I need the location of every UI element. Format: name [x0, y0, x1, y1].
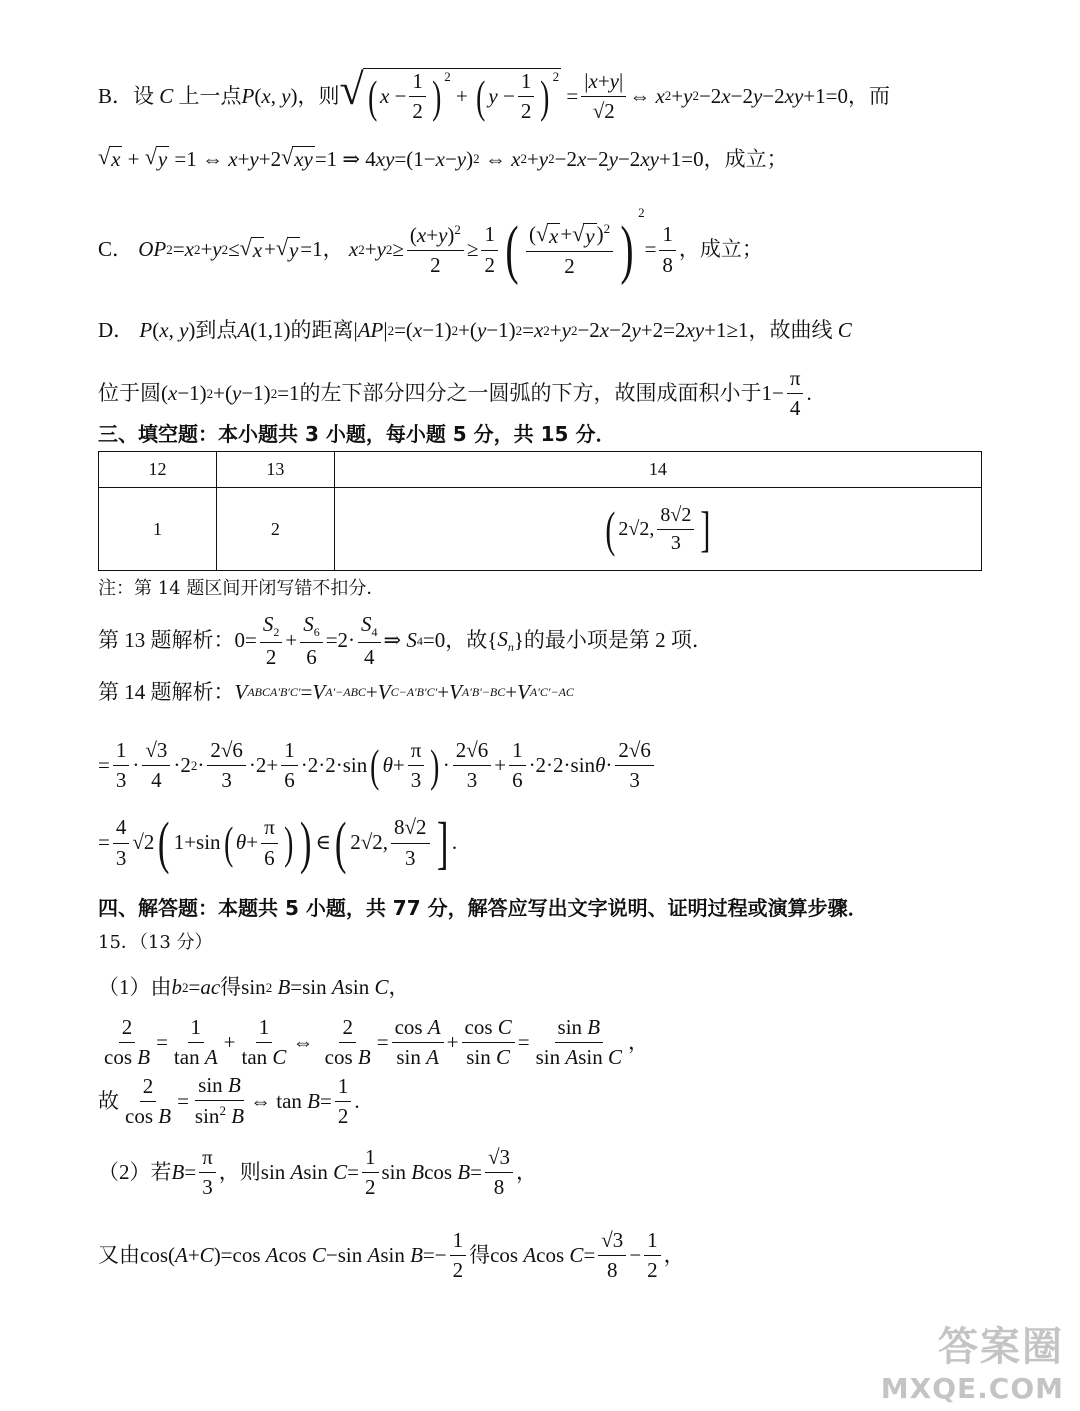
table-header-14: 14 [334, 452, 981, 488]
note-q14: 注：第 14 题区间开闭写错不扣分． [98, 578, 385, 599]
q15-part1: （1）由 b 2 = ac 得 sin 2 B =sin A sin C ， [98, 975, 410, 999]
q14-step1: = $\frac{1}{3}$ · $\frac{√3}{4}$ ·2 2 · $\frac{2√6}{3}$ ·2+ $\frac{1}{6}$ ·2·2·sin ( θ + $\frac{\pi}{3}$ ) · $\frac{2√6}{3}$ + $\frac{1}{6}$ ·2·2·sin θ · $\frac{2√6}{3}$ [98, 738, 984, 793]
solve-heading: 四、解答题：本题共 5 小题，共 77 分，解答应写出文字说明、证明过程或演算步骤． [98, 896, 868, 920]
option-d-line2: 位于圆 ( x −1) 2 +( y −1) 2 =1 的左下部分四分之一圆弧的下方，故围成面积小于 1− $\frac{\pi}{4}$ . [98, 366, 812, 421]
sqrt-expression: √ ( x − $\frac{1}{2}$ ) $^2$ + ( y − $\frac{1}{2}$ ) $^2$ [339, 65, 560, 124]
table-header-13: 13 [216, 452, 334, 488]
option-d-line1: D． P ( x , y ) 到点 A (1,1) 的距离 | AP | 2 =( x −1) 2 +( y −1) 2 = x 2 + y 2 −2 x −2 y +2=2 xy +1≥1 ，故曲线 C [98, 318, 852, 342]
option-d-label: D． [98, 318, 135, 342]
table-header-row [99, 452, 982, 488]
q14-analysis: 第 14 题解析： V ABCA′B′C′ = V A′−ABC + V C−A′B′C′ + V A′B′−BC + V A′C′−AC [98, 680, 574, 704]
q15-again: 又由 cos( A + C )=cos A cos C −sin A sin B =− $\frac{1}{2}$ 得 cos A cos C = $\frac{√3}{8}$ − $\frac{1}{2}$ ， [98, 1228, 685, 1283]
option-b-prefix: B．设 [98, 83, 155, 108]
answer-table [98, 451, 982, 571]
q15-equation: $\frac{2}{\text{cos B}}$ = $\frac{1}{\text{tan A}}$ + $\frac{1}{\text{tan C}}$ ⇔ $\frac{2}{\text{cos B}}$ = $\frac{\text{cos A}}{\text{sin A}}$ + $\frac{\text{cos C}}{\text{sin C}}$ = $\frac{\text{sin B}}{\text{sin Asin C}}$ ， [104, 1015, 649, 1070]
fill-blank-heading: 三、填空题：本小题共 3 小题，每小题 5 分，共 15 分． [98, 422, 616, 446]
watermark-brand: 答案圈 [938, 1324, 1064, 1370]
q15-therefore: 故 $\frac{2}{\text{cos B}}$ = $\frac{\text{sin B}}{\sin^2 B}$ ⇔ tan B = $\frac{1}{2}$ . [98, 1073, 360, 1129]
table-header-12: 12 [99, 452, 217, 488]
option-c-label: C． [98, 237, 134, 262]
q14-step2: = $\frac{4}{3}$ √2 ( 1+sin ( θ + $\frac{\pi}{6}$ ) ) ∈ ( 2√2, $\frac{8√2}{3}$ ] . [98, 810, 458, 875]
answer-14: ( 2√2, $\frac{8√2}{3}$ ] [334, 488, 981, 571]
table-row [99, 488, 982, 571]
option-c-line: C． OP 2 = x 2 + y 2 ≤ √ x + √ y =1， x 2 + y 2 ≥ $\frac{(x+y)^2}{2}$ ≥ $\frac{1}{2}$ ( ( √ x + √ y )$^2$ 2 ) $^2$ = $\frac{1}{8}$ ，成立； [98, 205, 763, 286]
answer-12: 1 [99, 488, 217, 571]
option-b-line1: B．设 C 上一点 P ( x , y ) ，则 √ ( x − $\frac{1}{2}$ ) $^2$ + ( y − $\frac{1}{2}$ ) $^2$ = $\frac{|x+y|}{√2}$ ⇔ x 2 + y 2 −2 x −2 y −2 xy +1=0 ，而 [98, 65, 890, 124]
option-b-line2: √ x + √ y =1 ⇔ x + y +2 √ xy =1 ⇒ 4 xy =(1− x − y ) 2 ⇔ x 2 + y 2 −2 x −2 y −2 xy +1=0 ，成立； [98, 144, 788, 171]
watermark-site: MXQE.COM [880, 1372, 1064, 1405]
answer-13: 2 [216, 488, 334, 571]
q15-title: 15．（13 分） [98, 932, 213, 953]
q15-part2: （2）若 B = $\frac{\pi}{3}$ ，则 sin A sin C = $\frac{1}{2}$ sin B cos B = $\frac{√3}{8}$ ， [98, 1145, 538, 1200]
q13-analysis: 第 13 题解析： 0= $\frac{S_2}{2}$ + $\frac{S_6}{6}$ =2· $\frac{S_4}{4}$ ⇒ S 4 =0 ，故 { $S_n$ } 的最小项是第 2 项． [98, 612, 713, 669]
watermark [881, 1315, 1064, 1405]
